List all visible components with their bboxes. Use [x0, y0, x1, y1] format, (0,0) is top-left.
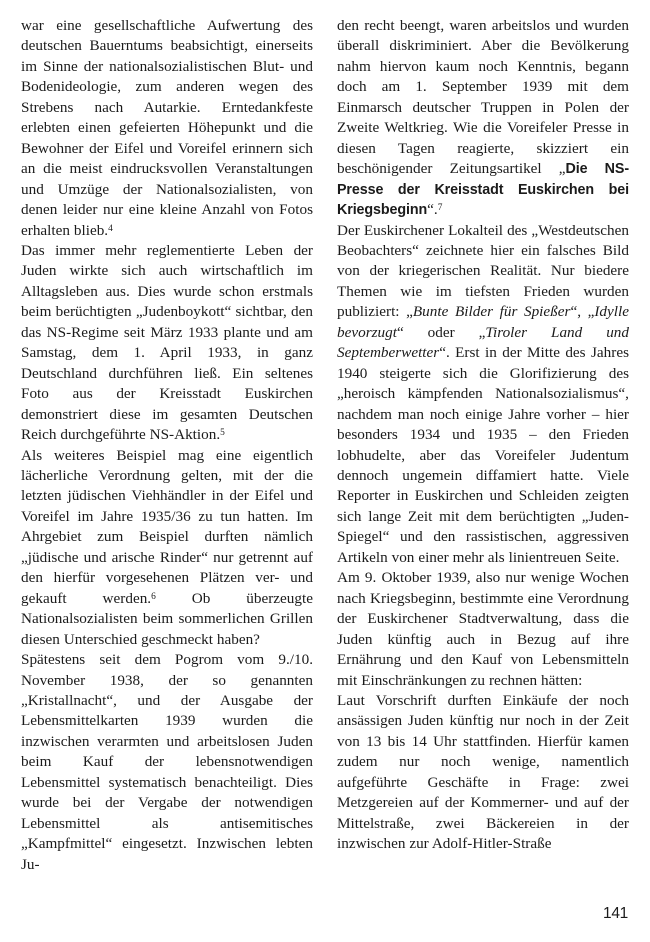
text-run: “, „	[570, 303, 595, 321]
text-run: Am 9. Oktober 1939, also nur wenige Wochen nach Kriegsbeginn, bestimmte eine Verordnung der Euskirchener Stadtverwaltung, dass die Juden künftig auch in Bezug auf ihre Ernährung und den Kauf von Lebensmitteln mit Einschränkungen zu rechnen hätten:	[337, 569, 629, 689]
text-run: Ob überzeugte Nationalsozialisten beim sommerlichen Grillen diesen Unterschied geschmeckt haben?	[21, 589, 313, 648]
left-column	[21, 16, 313, 876]
page-number: 141	[603, 905, 628, 922]
text-run: Spätestens seit dem Pogrom vom 9./10. November 1938, der so genannten „Kristallnacht“, und der Ausgabe der Lebensmittelkarten 1939 wurden die inzwischen verarmten und arbeitslosen Juden beim Kauf der lebensnotwendigen Lebensmittel systematisch benachteiligt. Dies wurde bei der Vergabe der notwendigen Lebensmittel als antisemitisches „Kampfmittel“ eingesetzt. Inzwischen lebten Ju-	[21, 651, 313, 873]
text-run: Als weiteres Beispiel mag eine eigentlich lächerliche Verordnung gelten, mit der die letzten jüdischen Viehhändler in der Eifel und Voreifel im Jahre 1935/36 zu tun hatten. Im Ahrgebiet zum Beispiel durften nämlich „jüdische und arische Rinder“ nur getrennt auf den hierfür vorgesehenen Plätzen ver- und gekauft werden.	[21, 446, 313, 607]
headline-italic: Idylle bevorzugt	[337, 303, 629, 341]
text-run: Laut Vorschrift durften Einkäufe der noch ansässigen Juden künftig nur noch in der Zeit von 13 bis 14 Uhr stattfinden. Hierfür kamen zudem nur noch wenige, namentlich aufgeführte Geschäfte in Frage: zwei Metzgereien auf der Kommerner- und auf der Mittelstraße, zwei Bäckereien in der inzwischen zur Adolf-Hitler-Straße	[337, 691, 629, 853]
text-run: Der Euskirchener Lokalteil des „Westdeutschen Beobachters“ zeichnete hier ein falsches Bild von der kriegerischen Realität. Nur biedere Themen wie im tiefsten Frieden wurden publiziert: „	[337, 221, 629, 321]
text-run: “ oder „	[397, 323, 486, 341]
footnote-marker: 7	[437, 203, 443, 214]
headline-italic: Tiroler Land und Septemberwetter	[337, 323, 629, 362]
paragraph	[21, 16, 313, 241]
text-run: “.	[427, 201, 438, 219]
text-run: war eine gesellschaftliche Aufwertung des deutschen Bauerntums beabsichtigt, einerseits im Sinne der nationalsozialistischen Blut- und Bodenideologie, zum anderen wegen des Strebens nach Autarkie. Erntedankfeste erlebten einen gefeierten Höhepunkt und die Bewohner der Eifel und Voreifel erinnern sich an die meist eindrucksvollen Veranstaltungen und Umzüge der Nationalsozialisten, von denen leider nur eine kleine Anzahl von Fotos erhalten blieb.	[21, 17, 313, 239]
text-run: Das immer mehr reglementierte Leben der Juden wirkte sich auch wirtschaftlich im Alltagsleben aus. Dies wurde schon erstmals beim berüchtigten „Judenboykott“ sichtbar, den das NS-Regime seit März 1933 plante und am Samstag, dem 1. April 1933, in ganz Deutschland durchführen ließ. Ein seltenes Foto aus der Kreisstadt Euskirchen demonstriert diese im gesamten Deutschen Reich durchgeführte NS-Aktion.	[21, 241, 313, 444]
footnote-marker: 6	[151, 591, 156, 602]
paragraph	[21, 241, 313, 446]
paragraph	[337, 691, 629, 855]
footnote-marker: 4	[108, 223, 113, 234]
article-title-bold: Die NS-Presse der Kreisstadt Euskirchen bei Kriegsbeginn	[337, 161, 629, 219]
right-column	[337, 16, 629, 876]
two-column-text-body	[21, 16, 629, 876]
footnote-marker: 5	[220, 428, 225, 439]
paragraph	[21, 650, 313, 875]
headline-italic: Bunte Bilder für Spießer	[412, 303, 571, 321]
text-run: den recht beengt, waren arbeitslos und wurden überall diskriminiert. Aber die Bevölkerung nahm hiervon kaum noch Kenntnis, begann doch am 1. September 1939 mit dem Einmarsch deutscher Truppen in Polen der Zweite Weltkrieg. Wie die Voreifeler Presse in diesen Tagen reagierte, skizziert ein beschönigender Zeitungsartikel „	[337, 17, 629, 178]
paragraph	[337, 16, 629, 221]
paragraph	[337, 221, 629, 569]
paragraph	[21, 446, 313, 651]
paragraph	[337, 568, 629, 691]
text-run: “. Erst in der Mitte des Jahres 1940 steigerte sich die Glorifizierung des „heroisch kämpfenden Nationalsozialismus“, nachdem man noch einige Jahre vorher – hier besonders 1934 und 1935 – den Frieden lobhudelte, aber das Voreifeler Judentum dennoch ungemein diffamiert hatte. Viele Reporter in Euskirchen und Schleiden zeigten sich lange Zeit mit dem berüchtigten „Juden-Spiegel“ und den rassistischen, aggressiven Artikeln von einer mehr als linientreuen Seite.	[337, 344, 629, 566]
